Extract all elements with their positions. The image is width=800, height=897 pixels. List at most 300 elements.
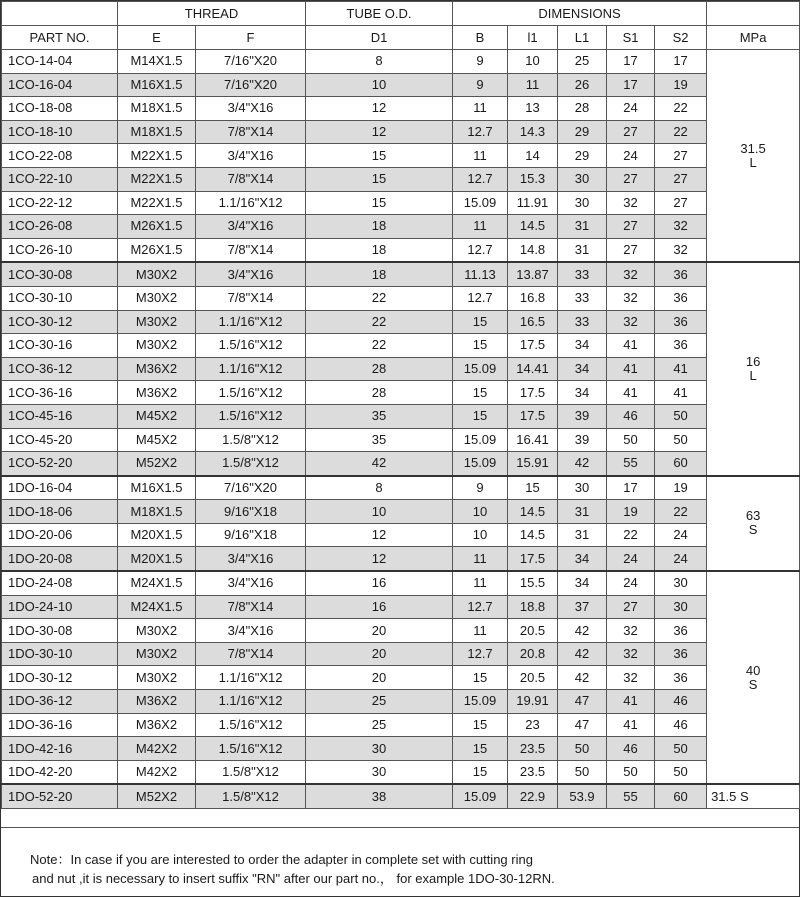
cell-dim-s2: 22 xyxy=(655,500,707,524)
cell-dim-s2: 36 xyxy=(655,262,707,286)
table-row xyxy=(2,357,800,381)
table-row xyxy=(2,571,800,595)
cell-dim-s1: 24 xyxy=(607,144,655,168)
table-row xyxy=(2,500,800,524)
table-row xyxy=(2,215,800,239)
cell-thread-e: M26X1.5 xyxy=(118,238,196,262)
header-b: B xyxy=(453,26,508,50)
pressure-value: 16 xyxy=(745,354,761,370)
cell-dim-s1: 27 xyxy=(607,215,655,239)
pressure-rating-cell xyxy=(707,476,800,571)
cell-dim-l1-lower: 16.5 xyxy=(508,310,558,334)
cell-dim-l1-upper: 42 xyxy=(558,666,607,690)
cell-tube-od-d1: 35 xyxy=(306,428,453,452)
cell-dim-b: 15.09 xyxy=(453,690,508,714)
cell-thread-e: M22X1.5 xyxy=(118,191,196,215)
cell-dim-s2: 19 xyxy=(655,476,707,500)
pressure-value: 31.5 xyxy=(740,140,766,156)
cell-dim-s1: 41 xyxy=(607,713,655,737)
cell-dim-b: 15 xyxy=(453,737,508,761)
cell-dim-l1-upper: 39 xyxy=(558,404,607,428)
cell-tube-od-d1: 20 xyxy=(306,666,453,690)
cell-tube-od-d1: 20 xyxy=(306,619,453,643)
cell-tube-od-d1: 25 xyxy=(306,690,453,714)
cell-dim-s1: 50 xyxy=(607,428,655,452)
cell-thread-e: M42X2 xyxy=(118,737,196,761)
cell-dim-s2: 24 xyxy=(655,523,707,547)
cell-dim-s2: 46 xyxy=(655,713,707,737)
cell-part-no: 1DO-24-10 xyxy=(2,595,118,619)
cell-dim-l1-lower: 17.5 xyxy=(508,547,558,571)
table-row xyxy=(2,523,800,547)
table-row xyxy=(2,690,800,714)
table-row xyxy=(2,760,800,784)
cell-dim-s2: 22 xyxy=(655,97,707,121)
cell-part-no: 1DO-36-12 xyxy=(2,690,118,714)
cell-thread-f: 3/4"X16 xyxy=(196,571,306,595)
cell-dim-b: 15.09 xyxy=(453,784,508,808)
cell-tube-od-d1: 15 xyxy=(306,144,453,168)
cell-thread-e: M45X2 xyxy=(118,428,196,452)
cell-dim-s1: 32 xyxy=(607,262,655,286)
cell-thread-f: 3/4"X16 xyxy=(196,262,306,286)
cell-thread-f: 1.5/8"X12 xyxy=(196,452,306,476)
cell-dim-s2: 36 xyxy=(655,286,707,310)
table-row xyxy=(2,428,800,452)
cell-thread-f: 9/16"X18 xyxy=(196,500,306,524)
cell-dim-l1-upper: 34 xyxy=(558,357,607,381)
cell-thread-e: M52X2 xyxy=(118,452,196,476)
cell-thread-e: M20X1.5 xyxy=(118,547,196,571)
cell-dim-b: 11.13 xyxy=(453,262,508,286)
cell-dim-l1-upper: 29 xyxy=(558,120,607,144)
cell-thread-f: 7/16"X20 xyxy=(196,73,306,97)
pressure-series: S xyxy=(748,676,758,692)
cell-part-no: 1DO-18-06 xyxy=(2,500,118,524)
cell-thread-f: 7/8"X14 xyxy=(196,167,306,191)
cell-dim-l1-lower: 14 xyxy=(508,144,558,168)
table-row xyxy=(2,286,800,310)
cell-thread-e: M18X1.5 xyxy=(118,500,196,524)
cell-dim-b: 11 xyxy=(453,571,508,595)
cell-part-no: 1DO-36-16 xyxy=(2,713,118,737)
cell-dim-b: 9 xyxy=(453,476,508,500)
cell-thread-f: 7/16"X20 xyxy=(196,476,306,500)
table-body xyxy=(2,50,800,809)
cell-dim-s1: 24 xyxy=(607,97,655,121)
cell-dim-l1-lower: 20.5 xyxy=(508,666,558,690)
cell-dim-s1: 46 xyxy=(607,404,655,428)
cell-dim-s1: 46 xyxy=(607,737,655,761)
cell-dim-l1-upper: 37 xyxy=(558,595,607,619)
cell-thread-e: M30X2 xyxy=(118,642,196,666)
cell-thread-e: M52X2 xyxy=(118,784,196,808)
cell-part-no: 1DO-30-12 xyxy=(2,666,118,690)
cell-thread-f: 1.5/8"X12 xyxy=(196,428,306,452)
cell-dim-l1-upper: 30 xyxy=(558,191,607,215)
pressure-series: S xyxy=(748,522,758,538)
cell-dim-s2: 50 xyxy=(655,737,707,761)
cell-dim-s2: 60 xyxy=(655,784,707,808)
cell-dim-b: 12.7 xyxy=(453,595,508,619)
cell-part-no: 1CO-30-10 xyxy=(2,286,118,310)
cell-dim-b: 15 xyxy=(453,334,508,358)
cell-thread-e: M45X2 xyxy=(118,404,196,428)
cell-tube-od-d1: 18 xyxy=(306,262,453,286)
cell-tube-od-d1: 10 xyxy=(306,73,453,97)
cell-dim-l1-upper: 47 xyxy=(558,690,607,714)
header-l1-lower: l1 xyxy=(508,26,558,50)
cell-dim-b: 15.09 xyxy=(453,191,508,215)
cell-dim-b: 15 xyxy=(453,760,508,784)
pressure-value: 40 xyxy=(745,662,761,678)
cell-dim-l1-upper: 34 xyxy=(558,381,607,405)
cell-dim-s1: 41 xyxy=(607,381,655,405)
cell-thread-f: 7/8"X14 xyxy=(196,286,306,310)
cell-thread-e: M30X2 xyxy=(118,262,196,286)
cell-tube-od-d1: 28 xyxy=(306,357,453,381)
table-row xyxy=(2,737,800,761)
cell-dim-b: 11 xyxy=(453,619,508,643)
cell-thread-e: M30X2 xyxy=(118,666,196,690)
table-row xyxy=(2,167,800,191)
cell-tube-od-d1: 22 xyxy=(306,334,453,358)
cell-tube-od-d1: 12 xyxy=(306,97,453,121)
cell-tube-od-d1: 30 xyxy=(306,737,453,761)
cell-thread-e: M16X1.5 xyxy=(118,73,196,97)
table-row xyxy=(2,642,800,666)
cell-dim-s1: 17 xyxy=(607,476,655,500)
table-row xyxy=(2,547,800,571)
header-tube-od: TUBE O.D. xyxy=(306,2,453,26)
cell-dim-l1-upper: 34 xyxy=(558,547,607,571)
cell-dim-s1: 41 xyxy=(607,334,655,358)
cell-part-no: 1CO-18-10 xyxy=(2,120,118,144)
cell-dim-l1-upper: 50 xyxy=(558,737,607,761)
cell-dim-b: 12.7 xyxy=(453,286,508,310)
cell-part-no: 1DO-52-20 xyxy=(2,784,118,808)
cell-part-no: 1CO-22-12 xyxy=(2,191,118,215)
cell-part-no: 1CO-30-08 xyxy=(2,262,118,286)
cell-tube-od-d1: 15 xyxy=(306,191,453,215)
cell-tube-od-d1: 12 xyxy=(306,120,453,144)
cell-dim-b: 12.7 xyxy=(453,120,508,144)
cell-dim-l1-lower: 15.5 xyxy=(508,571,558,595)
cell-dim-l1-lower: 10 xyxy=(508,50,558,74)
note-box xyxy=(1,827,799,897)
table-row xyxy=(2,713,800,737)
cell-dim-l1-upper: 42 xyxy=(558,619,607,643)
cell-tube-od-d1: 15 xyxy=(306,167,453,191)
cell-tube-od-d1: 28 xyxy=(306,381,453,405)
cell-dim-s1: 32 xyxy=(607,642,655,666)
cell-dim-l1-upper: 31 xyxy=(558,238,607,262)
cell-dim-l1-lower: 14.5 xyxy=(508,215,558,239)
note-line-1: Note：In case if you are interested to order the adapter in complete set with cutting ring xyxy=(30,852,533,867)
cell-dim-l1-lower: 13 xyxy=(508,97,558,121)
header-l1-upper: L1 xyxy=(558,26,607,50)
cell-dim-s2: 36 xyxy=(655,666,707,690)
header-s2: S2 xyxy=(655,26,707,50)
cell-dim-s1: 41 xyxy=(607,357,655,381)
cell-dim-s2: 60 xyxy=(655,452,707,476)
cell-dim-b: 15.09 xyxy=(453,452,508,476)
table-row xyxy=(2,784,800,808)
pressure-series: L xyxy=(749,368,757,384)
cell-part-no: 1CO-14-04 xyxy=(2,50,118,74)
cell-tube-od-d1: 18 xyxy=(306,215,453,239)
header-row-1 xyxy=(2,2,800,26)
cell-dim-b: 11 xyxy=(453,547,508,571)
cell-dim-s2: 27 xyxy=(655,167,707,191)
cell-dim-b: 15 xyxy=(453,381,508,405)
cell-tube-od-d1: 10 xyxy=(306,500,453,524)
cell-dim-b: 10 xyxy=(453,523,508,547)
cell-dim-s1: 17 xyxy=(607,50,655,74)
pressure-rating-cell xyxy=(707,571,800,784)
cell-thread-f: 7/16"X20 xyxy=(196,50,306,74)
cell-dim-l1-lower: 16.41 xyxy=(508,428,558,452)
cell-dim-l1-upper: 28 xyxy=(558,97,607,121)
cell-thread-e: M24X1.5 xyxy=(118,595,196,619)
cell-thread-e: M36X2 xyxy=(118,713,196,737)
cell-dim-l1-lower: 14.8 xyxy=(508,238,558,262)
cell-thread-e: M24X1.5 xyxy=(118,571,196,595)
cell-thread-e: M30X2 xyxy=(118,334,196,358)
cell-thread-f: 3/4"X16 xyxy=(196,144,306,168)
cell-dim-l1-lower: 15.3 xyxy=(508,167,558,191)
cell-thread-f: 1.1/16"X12 xyxy=(196,357,306,381)
cell-dim-l1-lower: 14.5 xyxy=(508,500,558,524)
cell-tube-od-d1: 8 xyxy=(306,476,453,500)
cell-dim-l1-upper: 29 xyxy=(558,144,607,168)
table-row xyxy=(2,310,800,334)
cell-thread-f: 3/4"X16 xyxy=(196,97,306,121)
cell-part-no: 1CO-36-12 xyxy=(2,357,118,381)
cell-thread-e: M26X1.5 xyxy=(118,215,196,239)
pressure-value: 63 xyxy=(745,508,761,524)
cell-part-no: 1DO-42-16 xyxy=(2,737,118,761)
cell-dim-b: 15 xyxy=(453,404,508,428)
cell-thread-f: 1.1/16"X12 xyxy=(196,191,306,215)
cell-part-no: 1CO-30-16 xyxy=(2,334,118,358)
cell-thread-e: M42X2 xyxy=(118,760,196,784)
cell-dim-l1-lower: 17.5 xyxy=(508,404,558,428)
cell-tube-od-d1: 22 xyxy=(306,286,453,310)
cell-dim-l1-upper: 42 xyxy=(558,452,607,476)
cell-dim-b: 9 xyxy=(453,73,508,97)
cell-thread-f: 7/8"X14 xyxy=(196,120,306,144)
cell-dim-l1-lower: 16.8 xyxy=(508,286,558,310)
cell-thread-f: 1.5/16"X12 xyxy=(196,334,306,358)
cell-dim-s1: 22 xyxy=(607,523,655,547)
cell-part-no: 1CO-45-20 xyxy=(2,428,118,452)
cell-dim-s2: 41 xyxy=(655,381,707,405)
cell-dim-b: 12.7 xyxy=(453,238,508,262)
cell-thread-f: 1.1/16"X12 xyxy=(196,310,306,334)
cell-dim-l1-upper: 34 xyxy=(558,334,607,358)
cell-dim-s2: 27 xyxy=(655,144,707,168)
cell-dim-l1-upper: 34 xyxy=(558,571,607,595)
cell-dim-s1: 55 xyxy=(607,784,655,808)
cell-tube-od-d1: 38 xyxy=(306,784,453,808)
cell-dim-l1-lower: 11 xyxy=(508,73,558,97)
cell-dim-s2: 50 xyxy=(655,428,707,452)
cell-dim-l1-upper: 31 xyxy=(558,523,607,547)
cell-dim-s1: 32 xyxy=(607,191,655,215)
cell-dim-l1-upper: 26 xyxy=(558,73,607,97)
cell-dim-l1-lower: 13.87 xyxy=(508,262,558,286)
cell-dim-b: 12.7 xyxy=(453,642,508,666)
cell-dim-l1-upper: 31 xyxy=(558,500,607,524)
cell-thread-f: 1.1/16"X12 xyxy=(196,666,306,690)
cell-part-no: 1DO-16-04 xyxy=(2,476,118,500)
header-thread: THREAD xyxy=(118,2,306,26)
header-blank-cell xyxy=(2,2,118,26)
cell-dim-l1-upper: 53.9 xyxy=(558,784,607,808)
cell-dim-l1-lower: 14.5 xyxy=(508,523,558,547)
cell-dim-l1-lower: 19.91 xyxy=(508,690,558,714)
cell-tube-od-d1: 16 xyxy=(306,571,453,595)
cell-thread-f: 7/8"X14 xyxy=(196,642,306,666)
cell-dim-b: 11 xyxy=(453,215,508,239)
cell-dim-s2: 50 xyxy=(655,404,707,428)
cell-dim-l1-upper: 31 xyxy=(558,215,607,239)
cell-dim-l1-lower: 15 xyxy=(508,476,558,500)
cell-part-no: 1DO-42-20 xyxy=(2,760,118,784)
cell-dim-l1-upper: 33 xyxy=(558,262,607,286)
cell-dim-s2: 41 xyxy=(655,357,707,381)
cell-dim-l1-lower: 11.91 xyxy=(508,191,558,215)
cell-tube-od-d1: 16 xyxy=(306,595,453,619)
cell-part-no: 1CO-52-20 xyxy=(2,452,118,476)
cell-thread-e: M30X2 xyxy=(118,310,196,334)
header-dimensions: DIMENSIONS xyxy=(453,2,707,26)
table-row xyxy=(2,619,800,643)
cell-dim-b: 15.09 xyxy=(453,357,508,381)
header-e: E xyxy=(118,26,196,50)
pressure-rating-cell xyxy=(707,784,800,808)
cell-dim-s1: 41 xyxy=(607,690,655,714)
cell-dim-s2: 36 xyxy=(655,619,707,643)
cell-dim-b: 10 xyxy=(453,500,508,524)
cell-thread-f: 7/8"X14 xyxy=(196,595,306,619)
cell-part-no: 1CO-45-16 xyxy=(2,404,118,428)
cell-dim-s1: 32 xyxy=(607,310,655,334)
table-row xyxy=(2,452,800,476)
cell-tube-od-d1: 22 xyxy=(306,310,453,334)
cell-thread-e: M36X2 xyxy=(118,690,196,714)
cell-thread-e: M30X2 xyxy=(118,619,196,643)
table-row xyxy=(2,334,800,358)
cell-thread-f: 3/4"X16 xyxy=(196,215,306,239)
cell-dim-s2: 32 xyxy=(655,215,707,239)
cell-dim-b: 12.7 xyxy=(453,167,508,191)
cell-dim-l1-upper: 47 xyxy=(558,713,607,737)
cell-part-no: 1CO-22-08 xyxy=(2,144,118,168)
cell-part-no: 1CO-26-08 xyxy=(2,215,118,239)
cell-dim-b: 15 xyxy=(453,310,508,334)
cell-part-no: 1CO-36-16 xyxy=(2,381,118,405)
header-d1: D1 xyxy=(306,26,453,50)
cell-dim-l1-upper: 33 xyxy=(558,310,607,334)
cell-thread-e: M18X1.5 xyxy=(118,120,196,144)
cell-dim-s1: 27 xyxy=(607,167,655,191)
cell-dim-s1: 27 xyxy=(607,120,655,144)
fitting-dimension-table xyxy=(1,1,800,809)
cell-tube-od-d1: 8 xyxy=(306,50,453,74)
table-row xyxy=(2,191,800,215)
cell-thread-e: M22X1.5 xyxy=(118,167,196,191)
cell-thread-f: 1.1/16"X12 xyxy=(196,690,306,714)
cell-thread-f: 3/4"X16 xyxy=(196,619,306,643)
header-f: F xyxy=(196,26,306,50)
cell-dim-s1: 50 xyxy=(607,760,655,784)
cell-dim-l1-upper: 39 xyxy=(558,428,607,452)
cell-dim-s2: 50 xyxy=(655,760,707,784)
header-s1: S1 xyxy=(607,26,655,50)
cell-dim-b: 15 xyxy=(453,666,508,690)
cell-thread-e: M20X1.5 xyxy=(118,523,196,547)
cell-dim-s1: 27 xyxy=(607,238,655,262)
cell-thread-f: 1.5/16"X12 xyxy=(196,713,306,737)
cell-dim-l1-upper: 30 xyxy=(558,476,607,500)
cell-dim-l1-lower: 14.3 xyxy=(508,120,558,144)
cell-dim-s1: 17 xyxy=(607,73,655,97)
cell-tube-od-d1: 12 xyxy=(306,523,453,547)
cell-dim-l1-lower: 23.5 xyxy=(508,737,558,761)
cell-dim-s1: 24 xyxy=(607,571,655,595)
table-row xyxy=(2,381,800,405)
cell-dim-l1-upper: 33 xyxy=(558,286,607,310)
cell-part-no: 1CO-26-10 xyxy=(2,238,118,262)
cell-dim-s2: 27 xyxy=(655,191,707,215)
cell-dim-s1: 27 xyxy=(607,595,655,619)
cell-thread-f: 1.5/16"X12 xyxy=(196,381,306,405)
cell-dim-l1-lower: 18.8 xyxy=(508,595,558,619)
cell-dim-l1-lower: 23.5 xyxy=(508,760,558,784)
cell-thread-e: M36X2 xyxy=(118,357,196,381)
cell-thread-f: 7/8"X14 xyxy=(196,238,306,262)
cell-dim-s2: 32 xyxy=(655,238,707,262)
cell-part-no: 1DO-20-06 xyxy=(2,523,118,547)
cell-dim-s2: 22 xyxy=(655,120,707,144)
cell-dim-l1-upper: 25 xyxy=(558,50,607,74)
cell-thread-f: 1.5/16"X12 xyxy=(196,404,306,428)
pressure-rating-cell xyxy=(707,262,800,475)
cell-dim-l1-lower: 17.5 xyxy=(508,381,558,405)
cell-tube-od-d1: 30 xyxy=(306,760,453,784)
table-row xyxy=(2,404,800,428)
table-row xyxy=(2,144,800,168)
cell-dim-s2: 36 xyxy=(655,310,707,334)
cell-tube-od-d1: 25 xyxy=(306,713,453,737)
cell-dim-l1-lower: 23 xyxy=(508,713,558,737)
cell-tube-od-d1: 20 xyxy=(306,642,453,666)
table-row xyxy=(2,238,800,262)
pressure-rating-cell xyxy=(707,50,800,263)
cell-part-no: 1DO-30-10 xyxy=(2,642,118,666)
table-row xyxy=(2,97,800,121)
cell-dim-s1: 19 xyxy=(607,500,655,524)
cell-dim-b: 15 xyxy=(453,713,508,737)
table-row xyxy=(2,120,800,144)
cell-tube-od-d1: 35 xyxy=(306,404,453,428)
pressure-series: L xyxy=(749,154,757,170)
cell-dim-s2: 36 xyxy=(655,642,707,666)
cell-dim-l1-lower: 22.9 xyxy=(508,784,558,808)
cell-dim-b: 11 xyxy=(453,97,508,121)
